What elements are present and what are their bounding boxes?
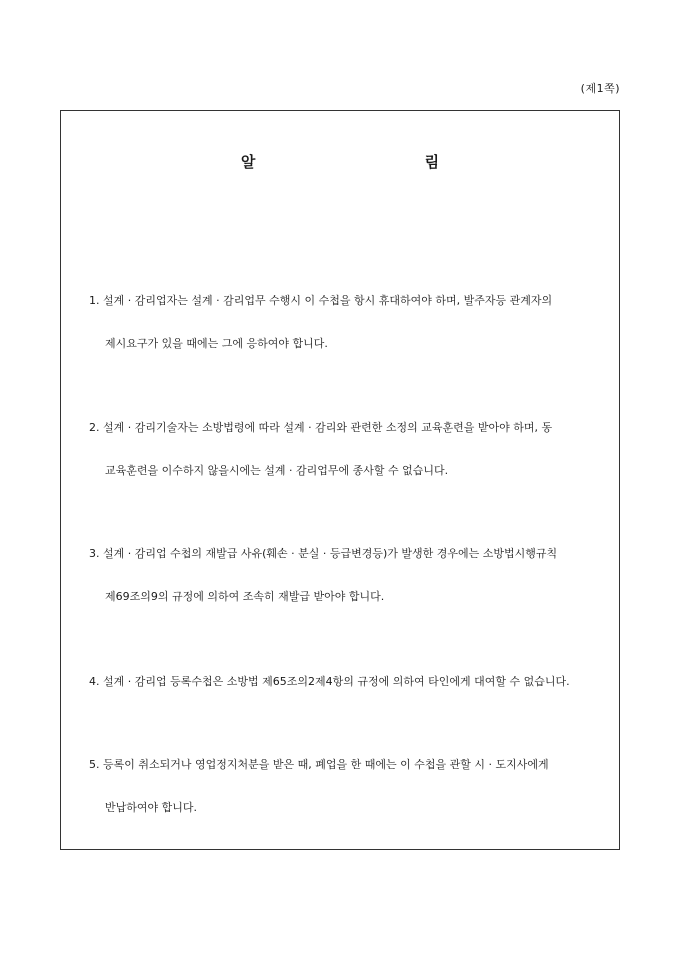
notice-item-line: 제시요구가 있을 때에는 그에 응하여야 합니다. bbox=[105, 337, 328, 350]
notice-item-line: 2. 설계 · 감리기술자는 소방법령에 따라 설계 · 감리와 관련한 소정의 교육훈련을 받아야 하며, 동 bbox=[89, 421, 553, 434]
notice-item-line: 반납하여야 합니다. bbox=[105, 801, 198, 814]
page-label: (제1쪽) bbox=[580, 82, 620, 95]
notice-item-line: 1. 설계 · 감리업자는 설계 · 감리업무 수행시 이 수첩을 항시 휴대하여야 하며, 발주자등 관계자의 bbox=[89, 294, 553, 307]
notice-item-3 bbox=[89, 532, 607, 618]
notice-item-line: 5. 등록이 취소되거나 영업정지처분을 받은 때, 폐업을 한 때에는 이 수첩을 관할 시 · 도지사에게 bbox=[89, 758, 549, 771]
notice-item-line: 교육훈련을 이수하지 않을시에는 설계 · 감리업무에 종사할 수 없습니다. bbox=[105, 464, 449, 477]
notice-title: 알 림 bbox=[240, 153, 522, 171]
notice-item-2 bbox=[89, 406, 607, 492]
notice-box bbox=[60, 110, 620, 850]
notice-item-line: 3. 설계 · 감리업 수첩의 재발급 사유(훼손 · 분실 · 등급변경등)가 발생한 경우에는 소방법시행규칙 bbox=[89, 547, 558, 560]
notice-item-1 bbox=[89, 279, 607, 365]
notice-item-line: 제69조의9의 규정에 의하여 조속히 재발급 받아야 합니다. bbox=[105, 590, 385, 603]
notice-item-4 bbox=[89, 660, 607, 703]
notice-item-5 bbox=[89, 743, 607, 829]
notice-item-line: 4. 설계 · 감리업 등록수첩은 소방법 제65조의2제4항의 규정에 의하여 타인에게 대여할 수 없습니다. bbox=[89, 675, 570, 688]
